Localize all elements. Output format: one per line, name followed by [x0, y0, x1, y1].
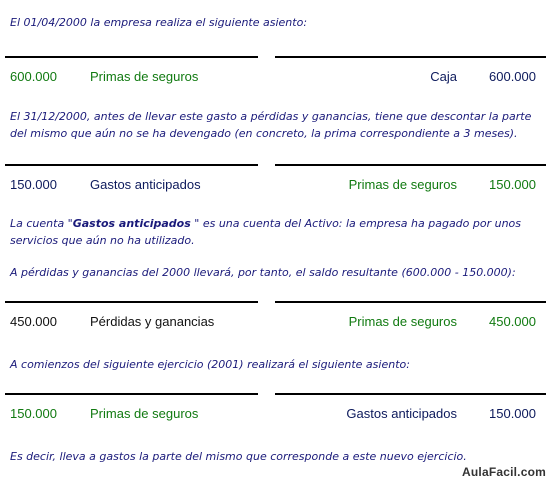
credit-account: Caja: [430, 69, 457, 84]
credit-amount: 150.000: [489, 406, 536, 421]
debit-account: Pérdidas y ganancias: [90, 314, 215, 329]
journal-entry-1: [0, 56, 552, 90]
credit-amount: 600.000: [489, 69, 536, 84]
debit-rule: [5, 56, 258, 58]
debit-account: Primas de seguros: [90, 69, 199, 84]
debit-amount: 150.000: [10, 406, 57, 421]
credit-rule: [275, 56, 546, 58]
intro-paragraph: El 01/04/2000 la empresa realiza el siguiente asiento:: [10, 16, 308, 29]
journal-entry-3: [0, 301, 552, 335]
aulafacil-logo: AulaFacil.com: [462, 465, 546, 479]
debit-rule: [5, 393, 258, 395]
asset-explanation-paragraph: La cuenta "Gastos anticipados " es una cuenta del Activo: la empresa ha pagado por unos servicios que aún no ha utilizado.: [10, 217, 522, 247]
credit-amount: 450.000: [489, 314, 536, 329]
debit-account: Primas de seguros: [90, 406, 199, 421]
credit-rule: [275, 164, 546, 166]
emphasized-account: Gastos anticipados: [72, 217, 191, 230]
debit-rule: [5, 301, 258, 303]
credit-amount: 150.000: [489, 177, 536, 192]
credit-account: Primas de seguros: [348, 314, 457, 329]
debit-account: Gastos anticipados: [90, 177, 201, 192]
credit-account: Gastos anticipados: [346, 406, 457, 421]
debit-amount: 450.000: [10, 314, 57, 329]
debit-amount: 150.000: [10, 177, 57, 192]
journal-entry-2: [0, 164, 552, 198]
conclusion-paragraph: Es decir, lleva a gastos la parte del mismo que corresponde a este nuevo ejercicio.: [10, 450, 467, 463]
balance-paragraph: A pérdidas y ganancias del 2000 llevará, por tanto, el saldo resultante (600.000 - 150.000):: [10, 266, 516, 279]
adjustment-paragraph: El 31/12/2000, antes de llevar este gasto a pérdidas y ganancias, tiene que descontar la parte del mismo que aún no se ha devengado (en concreto, la prima correspondiente a 3 meses).: [10, 110, 532, 140]
credit-account: Primas de seguros: [348, 177, 457, 192]
journal-entry-4: [0, 393, 552, 427]
credit-rule: [275, 301, 546, 303]
debit-amount: 600.000: [10, 69, 57, 84]
credit-rule: [275, 393, 546, 395]
debit-rule: [5, 164, 258, 166]
next-year-paragraph: A comienzos del siguiente ejercicio (2001) realizará el siguiente asiento:: [10, 358, 410, 371]
